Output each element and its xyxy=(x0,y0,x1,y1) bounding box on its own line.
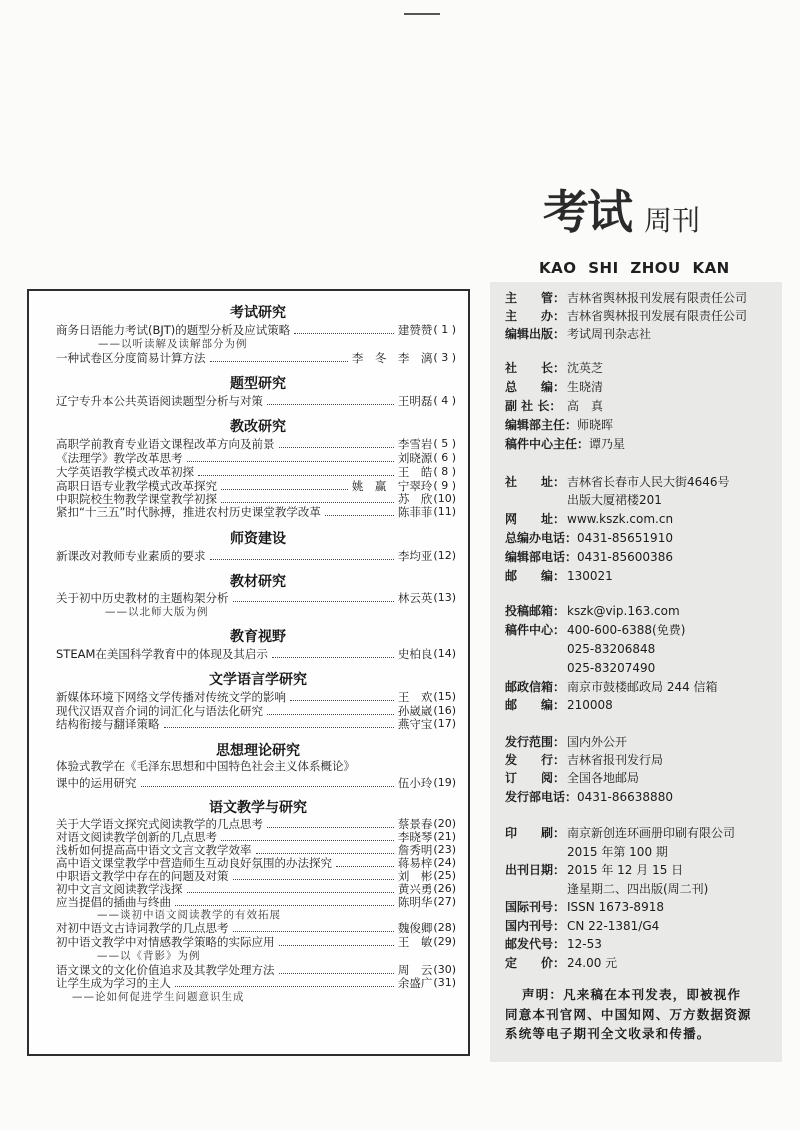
info-label: 编辑部主任： xyxy=(505,418,578,432)
entry-title: 一种试卷区分度简易计算方法 xyxy=(56,351,206,365)
dot-leader xyxy=(279,945,394,946)
info-label: 发 行： xyxy=(505,753,566,767)
entry-author: 李雪岩 xyxy=(397,437,433,451)
toc-entry xyxy=(56,492,456,506)
info-label: 主 办： xyxy=(505,309,566,323)
info-row-cn xyxy=(505,918,659,934)
entry-title: 课中的运用研究 xyxy=(56,776,137,790)
entry-title: 对语文阅读教学创新的几点思考 xyxy=(56,830,217,844)
info-row-issn xyxy=(505,899,664,915)
dot-leader xyxy=(210,361,348,362)
info-value: 全国各地邮局 xyxy=(567,771,640,785)
entry-title: 商务日语能力考试(BJT)的题型分析及应试策略 xyxy=(56,323,291,337)
info-row-sponsor xyxy=(505,308,747,324)
entry-page: (30) xyxy=(433,963,456,976)
entry-author: 孙崴崴 xyxy=(397,704,433,718)
info-value: CN 22-1381/G4 xyxy=(567,919,660,933)
dot-leader xyxy=(256,853,394,854)
entry-page: (26) xyxy=(433,882,456,895)
section-heading: 题型研究 xyxy=(230,376,286,392)
info-label: 副 社 长： xyxy=(505,399,562,413)
info-row-editor-publisher xyxy=(505,326,651,342)
info-value: 0431-85600386 xyxy=(577,550,673,564)
info-label: 邮 编： xyxy=(505,569,566,583)
info-row-editorial-director xyxy=(505,417,613,433)
entry-author: 伍小玲 xyxy=(397,776,433,790)
entry-subtitle: ——以听读解及读解部分为例 xyxy=(98,338,248,350)
dot-leader xyxy=(187,461,394,462)
dot-leader xyxy=(221,489,348,490)
entry-page: (14) xyxy=(433,647,456,660)
entry-title: 新媒体环境下网络文学传播对传统文学的影响 xyxy=(56,690,286,704)
entry-page: (17) xyxy=(433,717,456,730)
masthead-pinyin: KAO SHI ZHOU KAN xyxy=(539,259,730,277)
entry-title: 浅析如何提高高中语文文言文教学效率 xyxy=(56,843,252,857)
info-label: 邮发代号： xyxy=(505,937,566,951)
info-row-distribution-phone xyxy=(505,789,673,805)
dot-leader xyxy=(272,657,394,658)
entry-title: 初中语文教学中对情感教学策略的实际应用 xyxy=(56,935,275,949)
info-row-manuscript-director xyxy=(505,436,625,452)
dot-leader xyxy=(294,333,394,334)
info-value: 谭乃星 xyxy=(589,437,626,451)
entry-title: 高中语文课堂教学中营造师生互动良好氛围的办法探究 xyxy=(56,856,332,870)
toc-entry xyxy=(56,704,456,718)
info-label: 网 址： xyxy=(505,512,566,526)
info-value: 吉林省长春市人民大街4646号 xyxy=(567,475,730,489)
toc-entry xyxy=(56,394,456,408)
dot-leader xyxy=(233,931,394,932)
entry-author: 王 欢 xyxy=(397,690,433,704)
info-value: 生晓清 xyxy=(567,380,604,394)
toc-entry xyxy=(56,976,456,990)
dot-leader xyxy=(210,559,394,560)
info-value: 南京新创连环画册印刷有限公司 xyxy=(567,826,736,840)
entry-title: 辽宁专升本公共英语阅读题型分析与对策 xyxy=(56,394,263,408)
entry-author: 林云英 xyxy=(397,591,433,605)
section-heading: 考试研究 xyxy=(230,305,286,321)
toc-entry xyxy=(56,465,456,479)
dot-leader xyxy=(221,840,394,841)
info-row-editorial-phone xyxy=(505,549,673,565)
entry-page: (29) xyxy=(433,935,456,948)
info-label: 投稿邮箱： xyxy=(505,604,566,618)
section-heading: 师资建设 xyxy=(230,531,286,547)
entry-author: 魏俊卿 xyxy=(397,921,433,935)
entry-subtitle: ——以《背影》为例 xyxy=(97,950,201,962)
info-label: 定 价： xyxy=(505,956,566,970)
info-value: 吉林省报刊发行局 xyxy=(567,753,664,767)
entry-title: 对初中语文古诗词教学的几点思考 xyxy=(56,921,229,935)
toc-entry xyxy=(56,591,456,605)
info-value: 0431-86638880 xyxy=(577,790,673,804)
entry-page: (25) xyxy=(433,869,456,882)
info-continuation: 025-83206848 xyxy=(567,642,656,656)
toc-entry xyxy=(56,869,456,883)
info-label: 邮 编： xyxy=(505,698,566,712)
info-label: 印 刷： xyxy=(505,826,566,840)
entry-author: 史柏良 xyxy=(397,647,433,661)
info-value: 师晓晖 xyxy=(577,418,614,432)
info-label: 总编办电话： xyxy=(505,531,578,545)
section-heading: 教改研究 xyxy=(230,419,286,435)
section-heading: 文学语言学研究 xyxy=(209,672,307,688)
info-value: www.kszk.com.cn xyxy=(567,512,674,526)
entry-author: 刘 彬 xyxy=(397,869,433,883)
info-label: 编辑出版： xyxy=(505,327,566,341)
section-heading: 教材研究 xyxy=(230,574,286,590)
toc-entry xyxy=(56,921,456,935)
entry-author: 建赞赞 xyxy=(397,323,433,337)
info-label: 发行范围： xyxy=(505,735,566,749)
info-row-distributor xyxy=(505,752,663,768)
entry-author: 姚 赢 宁翠玲 xyxy=(351,479,433,493)
dot-leader xyxy=(198,475,394,476)
entry-author: 陈明华 xyxy=(397,895,433,909)
entry-page: ( 5 ) xyxy=(433,437,456,450)
section-heading: 语文教学与研究 xyxy=(209,800,307,816)
entry-author: 李 冬 李 漓 xyxy=(351,351,433,365)
table-of-contents xyxy=(27,289,470,1056)
info-row-issue-date xyxy=(505,862,683,878)
dot-leader xyxy=(221,502,394,503)
info-value: 24.00 元 xyxy=(567,956,618,970)
entry-title: 《法理学》教学改革思考 xyxy=(56,451,183,465)
info-label: 社 长： xyxy=(505,361,566,375)
entry-title: 语文课文的文化价值追求及其教学处理方法 xyxy=(56,963,275,977)
info-row-po-box xyxy=(505,679,718,695)
entry-author: 詹秀明 xyxy=(397,843,433,857)
info-label: 国际刊号： xyxy=(505,900,566,914)
entry-title: 紧扣“十三五”时代脉搏，推进农村历史课堂教学改革 xyxy=(56,505,321,519)
info-row-manuscript-center xyxy=(505,622,685,638)
info-value: 考试周刊杂志社 xyxy=(567,327,652,341)
entry-page: (19) xyxy=(433,776,456,789)
info-label: 总 编： xyxy=(505,380,566,394)
entry-page: (12) xyxy=(433,549,456,562)
info-value: ISSN 1673-8918 xyxy=(567,900,664,914)
statement-line: 系统等电子期刊全文收录和传播。 xyxy=(505,1026,711,1041)
info-label: 编辑部电话： xyxy=(505,550,578,564)
info-value: kszk@vip.163.com xyxy=(567,604,680,618)
info-value: 吉林省舆林报刊发展有限责任公司 xyxy=(567,291,748,305)
toc-entry xyxy=(56,451,456,465)
info-row-vice-president xyxy=(505,398,603,414)
entry-page: (15) xyxy=(433,690,456,703)
info-row-printer xyxy=(505,825,735,841)
entry-page: (28) xyxy=(433,921,456,934)
entry-page: (11) xyxy=(433,505,456,518)
info-value: 12-53 xyxy=(567,937,602,951)
info-value: 国内外公开 xyxy=(567,735,628,749)
entry-title: 高职日语专业教学模式改革探究 xyxy=(56,479,217,493)
section-heading: 教育视野 xyxy=(230,629,286,645)
entry-page: (16) xyxy=(433,704,456,717)
info-value: 高 真 xyxy=(567,399,604,413)
dot-leader xyxy=(233,601,394,602)
entry-title: 现代汉语双音介词的词汇化与语法化研究 xyxy=(56,704,263,718)
entry-title: 结构衔接与翻译策略 xyxy=(56,717,160,731)
dot-leader xyxy=(279,447,394,448)
toc-entry xyxy=(56,323,456,337)
info-continuation: 2015 年第 100 期 xyxy=(567,845,668,859)
dot-leader xyxy=(267,714,394,715)
dot-leader xyxy=(325,515,394,516)
entry-title: STEAM在美国科学教育中的体现及其启示 xyxy=(56,647,268,661)
info-label: 稿件中心主任： xyxy=(505,437,590,451)
info-value: 210008 xyxy=(567,698,613,712)
dot-leader xyxy=(187,892,394,893)
dot-leader xyxy=(164,727,394,728)
entry-subtitle: ——谈初中语文阅读教学的有效拓展 xyxy=(97,909,281,921)
info-continuation: 逢星期二、四出版(周二刊) xyxy=(567,882,709,896)
entry-page: ( 8 ) xyxy=(433,465,456,478)
entry-page: ( 3 ) xyxy=(433,351,456,364)
entry-title: 初中文言文阅读教学浅探 xyxy=(56,882,183,896)
toc-entry xyxy=(56,935,456,949)
entry-author: 陈菲菲 xyxy=(397,505,433,519)
entry-page: (10) xyxy=(433,492,456,505)
masthead-subtitle: 周刊 xyxy=(644,204,701,237)
entry-page: ( 4 ) xyxy=(433,394,456,407)
toc-entry xyxy=(56,437,456,451)
info-continuation: 出版大厦裙楼201 xyxy=(567,493,662,507)
info-row-supervisor xyxy=(505,290,747,306)
entry-page: ( 1 ) xyxy=(433,323,456,336)
dot-leader xyxy=(267,404,394,405)
dot-leader xyxy=(267,827,394,828)
info-row-address xyxy=(505,474,730,490)
toc-entry xyxy=(56,882,456,896)
toc-entry xyxy=(56,351,456,365)
entry-page: (27) xyxy=(433,895,456,908)
toc-entry xyxy=(56,895,456,909)
info-label: 出刊日期： xyxy=(505,863,566,877)
entry-page: (24) xyxy=(433,856,456,869)
info-row-subscription xyxy=(505,770,639,786)
entry-title: 中职语文教学中存在的问题及对策 xyxy=(56,869,229,883)
info-label: 稿件中心： xyxy=(505,623,566,637)
info-value: 400-600-6388(免费) xyxy=(567,623,686,637)
entry-title: 关于初中历史教材的主题构架分析 xyxy=(56,591,229,605)
entry-title: 高职学前教育专业语文课程改革方向及前景 xyxy=(56,437,275,451)
entry-subtitle: ——论如何促进学生问题意识生成 xyxy=(72,991,245,1003)
info-label: 订 阅： xyxy=(505,771,566,785)
info-label: 发行部电话： xyxy=(505,790,578,804)
entry-title: 应当提倡的插曲与终曲 xyxy=(56,895,171,909)
entry-author: 李均亚 xyxy=(397,549,433,563)
info-label: 国内刊号： xyxy=(505,919,566,933)
entry-author: 蔡景春 xyxy=(397,817,433,831)
section-heading: 思想理论研究 xyxy=(216,743,300,759)
toc-entry xyxy=(56,505,456,519)
info-label: 社 址： xyxy=(505,475,566,489)
dot-leader xyxy=(175,905,394,906)
entry-title: 让学生成为学习的主人 xyxy=(56,976,171,990)
entry-page: (20) xyxy=(433,817,456,830)
dot-leader xyxy=(290,700,394,701)
entry-author: 刘晓源 xyxy=(397,451,433,465)
info-row-price xyxy=(505,955,617,971)
info-value: 130021 xyxy=(567,569,613,583)
toc-entry xyxy=(56,479,456,493)
entry-page: ( 9 ) xyxy=(433,479,456,492)
dot-leader xyxy=(279,973,394,974)
toc-entry xyxy=(56,717,456,731)
info-label: 主 管： xyxy=(505,291,566,305)
toc-entry xyxy=(56,830,456,844)
entry-page: ( 6 ) xyxy=(433,451,456,464)
dot-leader xyxy=(141,786,394,787)
entry-author: 余盛广 xyxy=(397,976,433,990)
info-continuation: 025-83207490 xyxy=(567,661,656,675)
publication-info-panel xyxy=(490,282,782,1062)
entry-author: 王明磊 xyxy=(397,394,433,408)
toc-entry xyxy=(56,549,456,563)
info-row-postcode xyxy=(505,568,613,584)
toc-entry xyxy=(56,647,456,661)
entry-title: 大学英语教学模式改革初探 xyxy=(56,465,194,479)
entry-page: (23) xyxy=(433,843,456,856)
dot-leader xyxy=(175,986,394,987)
info-value: 南京市鼓楼邮政局 244 信箱 xyxy=(567,680,718,694)
entry-title-first-line: 体验式教学在《毛泽东思想和中国特色社会主义体系概论》 xyxy=(56,759,355,773)
entry-author: 燕守宝 xyxy=(397,717,433,731)
info-row-submission-email xyxy=(505,603,680,619)
info-label: 邮政信箱： xyxy=(505,680,566,694)
statement-line: 同意本刊官网、中国知网、万方数据资源 xyxy=(505,1007,752,1022)
entry-title: 关于大学语文探究式阅读教学的几点思考 xyxy=(56,817,263,831)
info-row-postal-code xyxy=(505,936,602,952)
entry-page: (21) xyxy=(433,830,456,843)
dot-leader xyxy=(233,879,394,880)
entry-author: 王 敏 xyxy=(397,935,433,949)
info-value: 吉林省舆林报刊发展有限责任公司 xyxy=(567,309,748,323)
entry-author: 周 云 xyxy=(397,963,433,977)
entry-author: 蒋易梓 xyxy=(397,856,433,870)
statement-line: 声明：凡来稿在本刊发表，即被视作 xyxy=(522,987,742,1002)
toc-entry xyxy=(56,856,456,870)
toc-entry xyxy=(56,843,456,857)
scan-artifact-mark xyxy=(404,13,440,15)
info-row-chief-editor xyxy=(505,379,603,395)
entry-title: 新课改对教师专业素质的要求 xyxy=(56,549,206,563)
entry-author: 王 皓 xyxy=(397,465,433,479)
info-row-president xyxy=(505,360,603,376)
info-row-distribution-scope xyxy=(505,734,627,750)
entry-author: 苏 欣 xyxy=(397,492,433,506)
info-value: 沈英芝 xyxy=(567,361,604,375)
toc-entry xyxy=(56,963,456,977)
entry-page: (31) xyxy=(433,976,456,989)
entry-subtitle: ——以北师大版为例 xyxy=(105,606,209,618)
info-value: 0431-85651910 xyxy=(577,531,673,545)
info-row-office-phone xyxy=(505,530,673,546)
entry-page: (13) xyxy=(433,591,456,604)
info-row-postcode xyxy=(505,697,613,713)
entry-author: 黄兴勇 xyxy=(397,882,433,896)
entry-author: 李晓琴 xyxy=(397,830,433,844)
info-value: 2015 年 12 月 15 日 xyxy=(567,863,684,877)
toc-entry xyxy=(56,690,456,704)
toc-entry xyxy=(56,817,456,831)
dot-leader xyxy=(336,866,394,867)
toc-entry xyxy=(56,776,456,790)
entry-title: 中职院校生物教学课堂教学初探 xyxy=(56,492,217,506)
masthead-title: 考试 xyxy=(543,185,631,239)
info-row-website xyxy=(505,511,673,527)
